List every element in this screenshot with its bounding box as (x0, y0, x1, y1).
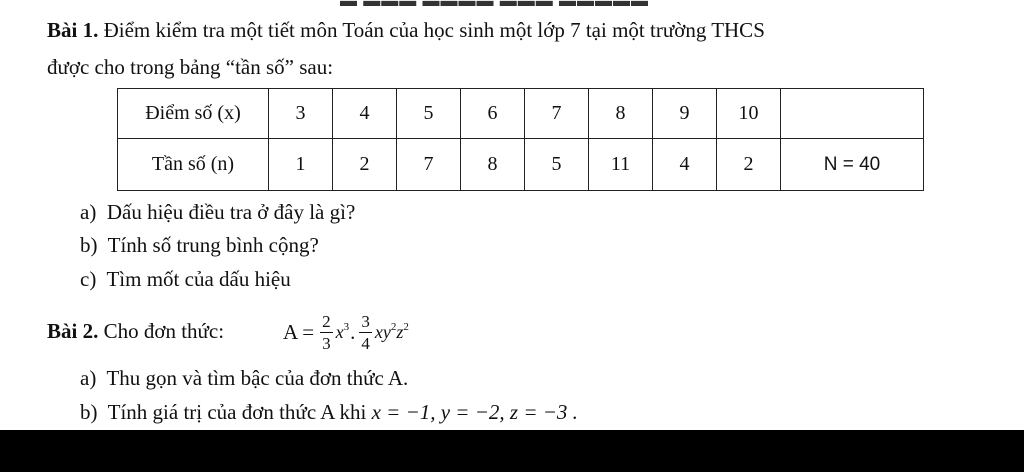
variable-x: x (335, 322, 344, 342)
table-cell: 1 (269, 139, 333, 191)
question-text: Tính giá trị của đơn thức A khi (107, 400, 372, 424)
question-text: Thu gọn và tìm bậc của đơn thức A. (106, 366, 409, 390)
fraction-three-quarters (359, 313, 372, 352)
table-cell: 3 (269, 89, 333, 139)
bai2-question-b (80, 402, 578, 423)
bai1-statement-line2: được cho trong bảng “tần số” sau: (47, 55, 334, 79)
question-text: Tính số trung bình cộng? (107, 233, 319, 257)
table-cell: 5 (525, 139, 589, 191)
bai1-question-a (80, 202, 355, 223)
header-cell-frequency: Tần số (n) (118, 139, 269, 191)
fraction-denominator: 4 (361, 333, 370, 353)
exponent: 2 (403, 321, 409, 333)
bai2-title: Bài 2. (47, 319, 99, 343)
fraction-numerator: 3 (361, 311, 370, 331)
table-cell: 9 (653, 89, 717, 139)
table-cell: 6 (461, 89, 525, 139)
bai2-lead: Cho đơn thức: (98, 319, 225, 343)
question-label: c) (80, 267, 97, 291)
table-cell: 2 (717, 139, 781, 191)
question-text: Dấu hiệu điều tra ở đây là gì? (106, 200, 356, 224)
table-row-scores (118, 89, 924, 139)
fraction-two-thirds (320, 313, 333, 352)
bai1-statement-line1: Điểm kiểm tra một tiết môn Toán của học sinh một lớp 7 tại một trường THCS (98, 18, 765, 42)
table-cell: 4 (653, 139, 717, 191)
fraction-numerator: 2 (322, 311, 331, 331)
multiply-dot: . (350, 319, 356, 344)
variables-xy: xy (374, 322, 391, 342)
fraction-denominator: 3 (322, 333, 331, 353)
table-cell: 11 (589, 139, 653, 191)
bai1-question-b (80, 235, 319, 256)
question-label: a) (80, 200, 97, 224)
table-cell: 4 (333, 89, 397, 139)
bai1-title: Bài 1. (47, 18, 99, 42)
cropped-top-text: ▬ ▬▬▬ ▬▬▬▬ ▬▬▬ ▬▬▬▬▬ (340, 0, 649, 10)
bai2-line (47, 321, 224, 342)
table-cell: 5 (397, 89, 461, 139)
question-label: a) (80, 366, 97, 390)
exponent: 2 (390, 321, 397, 333)
monomial-term1 (336, 321, 350, 343)
frequency-table (117, 88, 924, 191)
bai2-question-a (80, 368, 408, 389)
question-text: Tìm mốt của dấu hiệu (106, 267, 291, 291)
header-cell-score: Điểm số (x) (118, 89, 269, 139)
bai1-line1 (47, 20, 765, 41)
monomial-formula (283, 306, 409, 358)
table-cell: 8 (589, 89, 653, 139)
table-cell: 7 (525, 89, 589, 139)
question-label: b) (80, 233, 98, 257)
question-label: b) (80, 400, 98, 424)
question-math: x = −1, y = −2, z = −3 . (371, 400, 578, 424)
table-cell: 2 (333, 139, 397, 191)
formula-lhs: A = (283, 319, 315, 344)
variable-z: z (396, 322, 404, 342)
table-cell: 8 (461, 139, 525, 191)
table-cell-empty (781, 89, 924, 139)
monomial-term2 (375, 321, 409, 343)
exponent: 3 (343, 321, 350, 333)
bai1-question-c (80, 269, 291, 290)
table-cell: 10 (717, 89, 781, 139)
table-cell: 7 (397, 139, 461, 191)
total-n-cell: N = 40 (781, 139, 924, 191)
table-row-frequency (118, 139, 924, 191)
